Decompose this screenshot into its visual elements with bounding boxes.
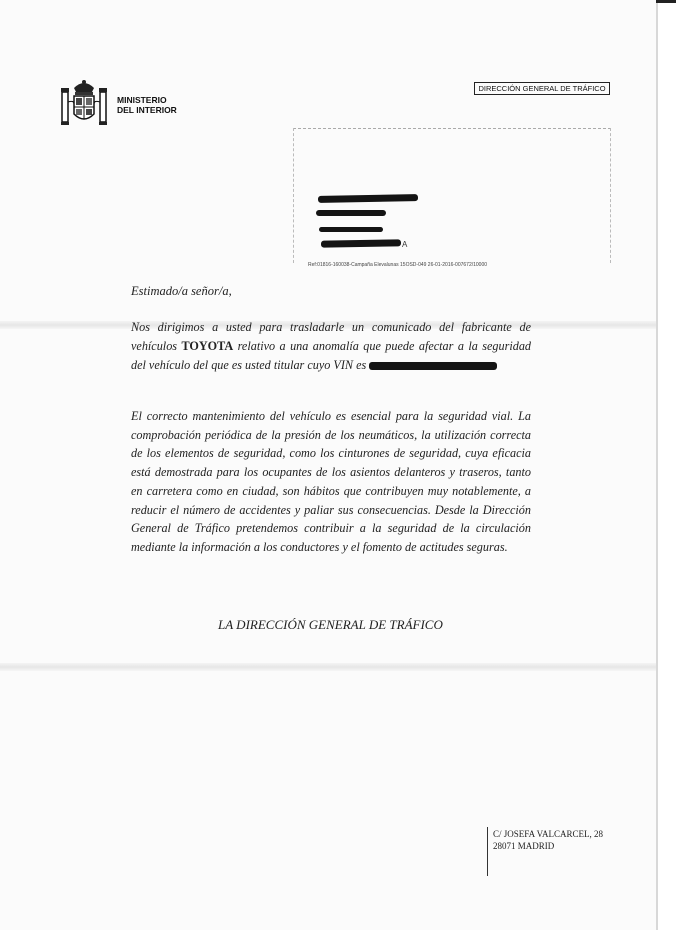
paragraph-notice: [131, 318, 531, 375]
redacted-recipient-line: [316, 210, 386, 216]
redacted-recipient-line: [321, 239, 401, 247]
coat-of-arms-icon: [58, 78, 110, 130]
paper-fold-line: [0, 663, 656, 671]
manufacturer-name: TOYOTA: [181, 339, 234, 353]
ministry-line-2: DEL INTERIOR: [117, 105, 177, 115]
department-label: DIRECCIÓN GENERAL DE TRÁFICO: [474, 82, 610, 95]
footer-address-line-2: 28071 MADRID: [493, 841, 555, 851]
paragraph-notice-text-1: Nos dirigimos a usted para trasladarle un comunicado del fabricante de vehículos: [131, 320, 531, 353]
signature: LA DIRECCIÓN GENERAL DE TRÁFICO: [218, 617, 443, 632]
footer-address: [493, 828, 603, 852]
redacted-vin: [369, 362, 497, 370]
paragraph-safety: El correcto mantenimiento del vehículo es esencial para la seguridad vial. La comprobación periódica de la presión de los neumáticos, la utilización correcta de los elementos de seguridad, como los cinturones de seguridad, cuya eficacia está demostrada para los ocupantes de los asientos delanteros y traseros, tanto en carretera como en ciudad, son hábitos que contribuyen muy notablemente, a reducir el número de accidentes y paliar sus consecuencias. Desde la Dirección General de Tráfico pretendemos contribuir a la seguridad de la circulación mediante la información a los conductores y el fomento de actitudes seguras.: [131, 409, 531, 554]
redacted-recipient-line: [319, 227, 383, 232]
page-edge: [656, 0, 658, 930]
scan-marker: [656, 0, 676, 3]
address-fragment: A: [402, 240, 408, 249]
paragraph-notice-text-2: relativo a una anomalía que puede afectar a la seguridad del vehículo del que es usted titular cuyo VIN es: [131, 339, 532, 372]
scan-margin: [656, 0, 676, 930]
reference-number: Ref:01816-160038-Campaña Elevalunas 15OSD-049 26-01-2016-007672/10000: [308, 262, 488, 268]
salutation: Estimado/a señor/a,: [131, 284, 232, 298]
ministry-line-1: MINISTERIO: [117, 95, 167, 105]
footer-divider: [487, 827, 488, 876]
footer-address-line-1: C/ JOSEFA VALCARCEL, 28: [493, 829, 604, 839]
ministry-name: [117, 95, 177, 115]
